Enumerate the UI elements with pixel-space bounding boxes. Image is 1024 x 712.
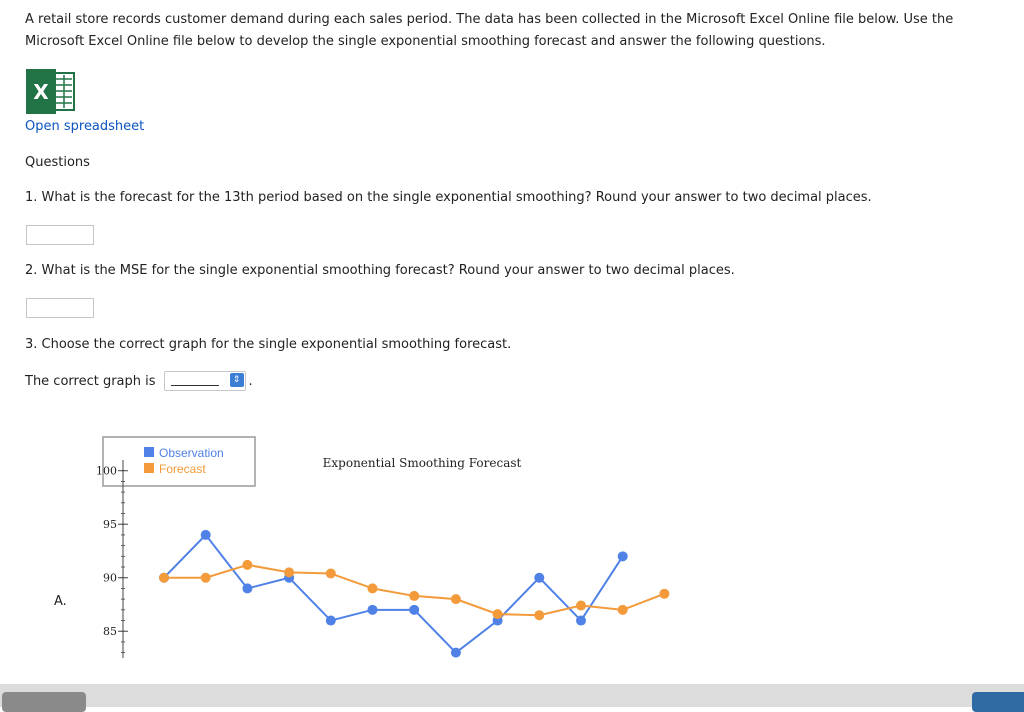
answer-2-input[interactable] <box>26 298 94 318</box>
open-spreadsheet-link[interactable]: Open spreadsheet <box>25 119 145 134</box>
forecast-point <box>659 589 669 599</box>
forecast-point <box>284 567 294 577</box>
excel-icon[interactable] <box>26 69 76 114</box>
observation-point <box>409 605 419 615</box>
observation-point <box>242 583 252 593</box>
forecast-point <box>368 583 378 593</box>
observation-point <box>451 648 461 658</box>
legend-forecast-swatch <box>144 463 154 473</box>
select-arrows-icon[interactable]: ⇕ <box>230 373 244 387</box>
forecast-point <box>451 594 461 604</box>
bottom-bar <box>0 684 1024 707</box>
legend-observation-label: Observation <box>159 446 224 460</box>
observation-point <box>576 616 586 626</box>
forecast-point <box>576 601 586 611</box>
observation-point <box>201 530 211 540</box>
forecast-point <box>326 568 336 578</box>
y-tick-label: 95 <box>103 518 117 532</box>
y-tick-label: 90 <box>103 571 117 585</box>
observation-point <box>534 573 544 583</box>
observation-point <box>618 551 628 561</box>
back-button[interactable] <box>2 692 86 712</box>
legend-observation-swatch <box>144 447 154 457</box>
observation-point <box>326 616 336 626</box>
y-tick-label: 85 <box>103 625 117 639</box>
intro-text: A retail store records customer demand during each sales period. The data has been collected in the Microsoft Excel Online file below. Use the Microsoft Excel Online file below to develop the single exponential smoothing forecast and answer the following questions. <box>25 12 954 49</box>
observation-point <box>368 605 378 615</box>
forecast-point <box>242 560 252 570</box>
forecast-point <box>159 573 169 583</box>
forecast-point <box>534 610 544 620</box>
forecast-point <box>493 609 503 619</box>
forecast-point <box>409 591 419 601</box>
svg-text:X: X <box>33 80 49 104</box>
graph-answer-row <box>25 371 253 391</box>
option-a-label[interactable]: A. <box>54 594 67 609</box>
graph-prompt: The correct graph is <box>25 373 156 389</box>
y-tick-label: 100 <box>96 464 117 478</box>
forecast-point <box>201 573 211 583</box>
forecast-chart <box>40 430 700 660</box>
graph-select[interactable] <box>164 371 246 391</box>
chart-title: Exponential Smoothing Forecast <box>322 456 522 470</box>
next-button[interactable] <box>972 692 1024 712</box>
observation-series-line <box>164 535 623 653</box>
question-1: 1. What is the forecast for the 13th period based on the single exponential smoothing? Round your answer to two decimal places. <box>25 190 872 205</box>
question-3: 3. Choose the correct graph for the single exponential smoothing forecast. <box>25 337 512 352</box>
select-blank <box>171 376 219 386</box>
forecast-point <box>618 605 628 615</box>
graph-suffix: . <box>248 373 253 389</box>
question-2: 2. What is the MSE for the single exponential smoothing forecast? Round your answer to two decimal places. <box>25 263 735 278</box>
legend-forecast-label: Forecast <box>159 462 206 476</box>
answer-1-input[interactable] <box>26 225 94 245</box>
questions-heading: Questions <box>25 155 90 170</box>
